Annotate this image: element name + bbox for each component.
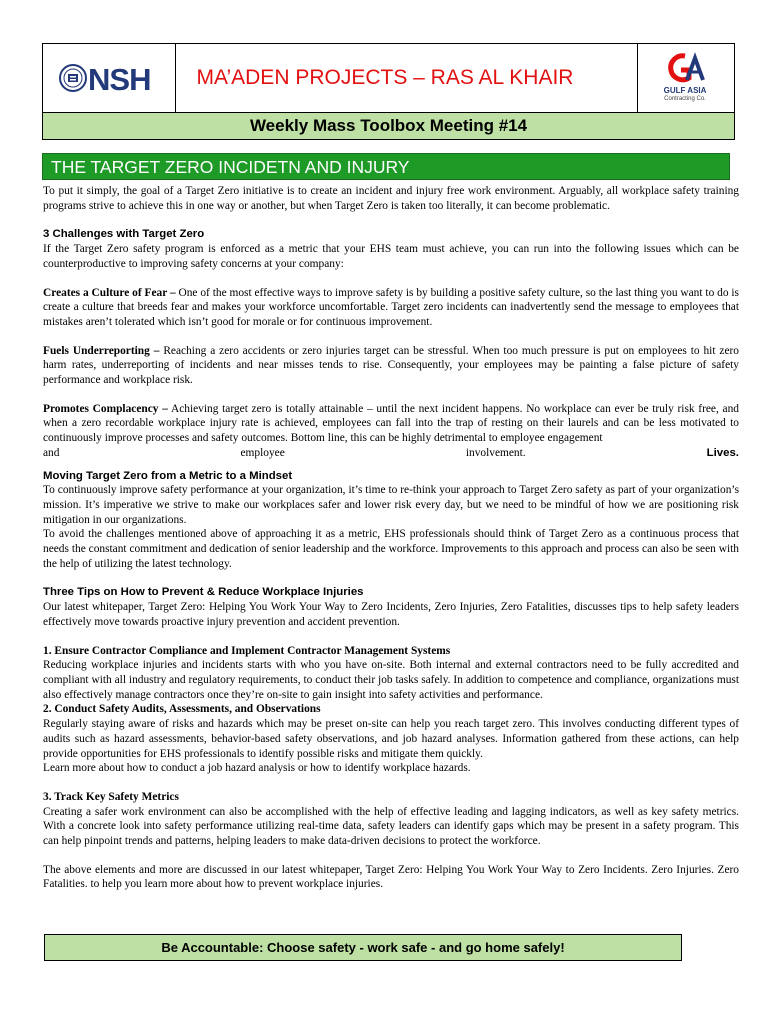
project-title: MA’ADEN PROJECTS – RAS AL KHAIR bbox=[196, 66, 574, 89]
gulf-logo-tagline: Contracting Co. bbox=[664, 96, 706, 102]
under-text: Reaching a zero accidents or zero injuries target can be stressful. When too much pressure is put on employees to hit zero harm rates, underreporting of incidents and near misses tends to rise. Consequently, your employees may be painting a false picture of safety performance and workplace risk. bbox=[43, 344, 739, 387]
tips-heading: Three Tips on How to Prevent & Reduce Workplace Injuries bbox=[43, 586, 364, 599]
fear-paragraph bbox=[43, 286, 739, 330]
mindset-paragraph-2: To avoid the challenges mentioned above of approaching it as a metric, EHS professionals should think of Target Zero as a continuous process that needs the constant commitment and dedication of senior leadership and the workforce. Improvements to this approach and process can also be seen with the help of utilizing the latest technology. bbox=[43, 528, 739, 570]
compl-word: employee bbox=[240, 446, 285, 459]
article-body bbox=[43, 184, 739, 892]
challenges-intro: If the Target Zero safety program is enforced as a metric that your EHS team must achieve, you can run into the following issues which can be counterproductive to improving safety concerns at your company: bbox=[43, 243, 739, 270]
compl-text: Achieving target zero is totally attainable – until the next incident happens. No workplace can ever be truly risk free, and when a zero recordable workplace injury rate is achieved, employees can fall into the trap of resting on their laurels and can be less motivated to continuously improve processes and safety outcomes. Bottom line, this can be highly detrimental to employee engagement bbox=[43, 402, 739, 445]
complacency-paragraph bbox=[43, 402, 739, 446]
header-divider bbox=[637, 44, 638, 112]
gulf-asia-logo bbox=[648, 52, 722, 107]
mindset-paragraph-1: To continuously improve safety performance at your organization, it’s time to re-think your approach to Target Zero safety as part of your organization’s mission. It’s imperative we strive to make our workplaces safer and lower risk every day, but we need to be mindful of how we are positioning risk mitigation in our organizations. bbox=[43, 484, 739, 526]
tip2-heading: 2. Conduct Safety Audits, Assessments, and Observations bbox=[43, 703, 321, 716]
tip3-heading: 3. Track Key Safety Metrics bbox=[43, 790, 179, 803]
tip2-more: Learn more about how to conduct a job hazard analysis or how to identify workplace hazards. bbox=[43, 762, 471, 775]
challenges-heading: 3 Challenges with Target Zero bbox=[43, 228, 205, 241]
gulf-logo-name: GULF ASIA bbox=[663, 86, 707, 95]
meeting-subtitle: Weekly Mass Toolbox Meeting #14 bbox=[42, 113, 735, 140]
nsh-logo-text: NSH bbox=[88, 62, 151, 97]
fear-label: Creates a Culture of Fear – bbox=[43, 286, 176, 299]
nsh-emblem-icon bbox=[59, 64, 87, 92]
fear-text: One of the most effective ways to improve safety is by building a positive safety culture, so the last thing you want to do is create a culture that breeds fear and makes your workforce uncomfortable. Target zero incidents can inadvertently send the message to employees that mistakes aren’t tolerated which isn’t good for morale or for continuous improvement. bbox=[43, 286, 739, 328]
footer-banner: Be Accountable: Choose safety - work safe - and go home safely! bbox=[44, 934, 682, 961]
complacency-last-line bbox=[43, 446, 739, 461]
tips-intro: Our latest whitepaper, Target Zero: Helping You Work Your Way to Zero Incidents, Zero Injuries, Zero Fatalities, discusses tips to help safety leaders effectively move towards proactive injury prevention and accident prevention. bbox=[43, 601, 739, 628]
tip1-text: Reducing workplace injuries and incidents starts with who you have on-site. Both internal and external contractors need to be fully accredited and compliant with all industry and regulatory requirements, to conduct their job tasks safely. In addition to competence and compliance, organizations must also effectively manage contractors once they’re on-site to gain insight into safety activities and performance. bbox=[43, 659, 739, 701]
underreporting-paragraph bbox=[43, 344, 739, 388]
closing-paragraph: The above elements and more are discussed in our latest whitepaper, Target Zero: Helping You Work Your Way to Zero Incidents. Zero Injuries. Zero Fatalities. to help you learn more about how to prevent workplace injuries. bbox=[43, 863, 739, 891]
tip1-heading: 1. Ensure Contractor Compliance and Implement Contractor Management Systems bbox=[43, 644, 451, 657]
compl-word: and bbox=[43, 446, 60, 459]
compl-word: involvement. bbox=[465, 446, 526, 459]
nsh-logo bbox=[58, 58, 158, 98]
compl-label: Promotes Complacency – bbox=[43, 402, 168, 415]
tip3-text: Creating a safer work environment can also be accomplished with the help of effective leading and lagging indicators, as well as key safety metrics. With a concrete look into safety performance utilizing real-time data, safety leaders can identify gaps which may be present in a safety program. This can help pinpoint trends and patterns, helping leaders to make data-driven decisions to protect the workforce. bbox=[43, 805, 739, 848]
tip2-text: Regularly staying aware of risks and hazards which may be preset on-site can help you reach target zero. This involves conducting different types of audits such as hazard assessments, behavior-based safety observations, and job hazard analyses. Information gathered from these actions, can help provide opportunities for EHS professionals to identify possible risks and mitigate them quickly. bbox=[43, 718, 739, 760]
intro-paragraph: To put it simply, the goal of a Target Zero initiative is to create an incident and injury free work environment. Arguably, all workplace safety training programs strive to achieve this in one way or another, but when Target Zero is taken too literally, it can become problematic. bbox=[43, 185, 739, 212]
compl-lives: Lives. bbox=[706, 446, 739, 459]
under-label: Fuels Underreporting – bbox=[43, 344, 160, 357]
mindset-heading: Moving Target Zero from a Metric to a Mindset bbox=[43, 469, 293, 482]
gulf-asia-emblem-icon bbox=[665, 52, 705, 86]
section-title: THE TARGET ZERO INCIDETN AND INJURY bbox=[42, 153, 730, 180]
